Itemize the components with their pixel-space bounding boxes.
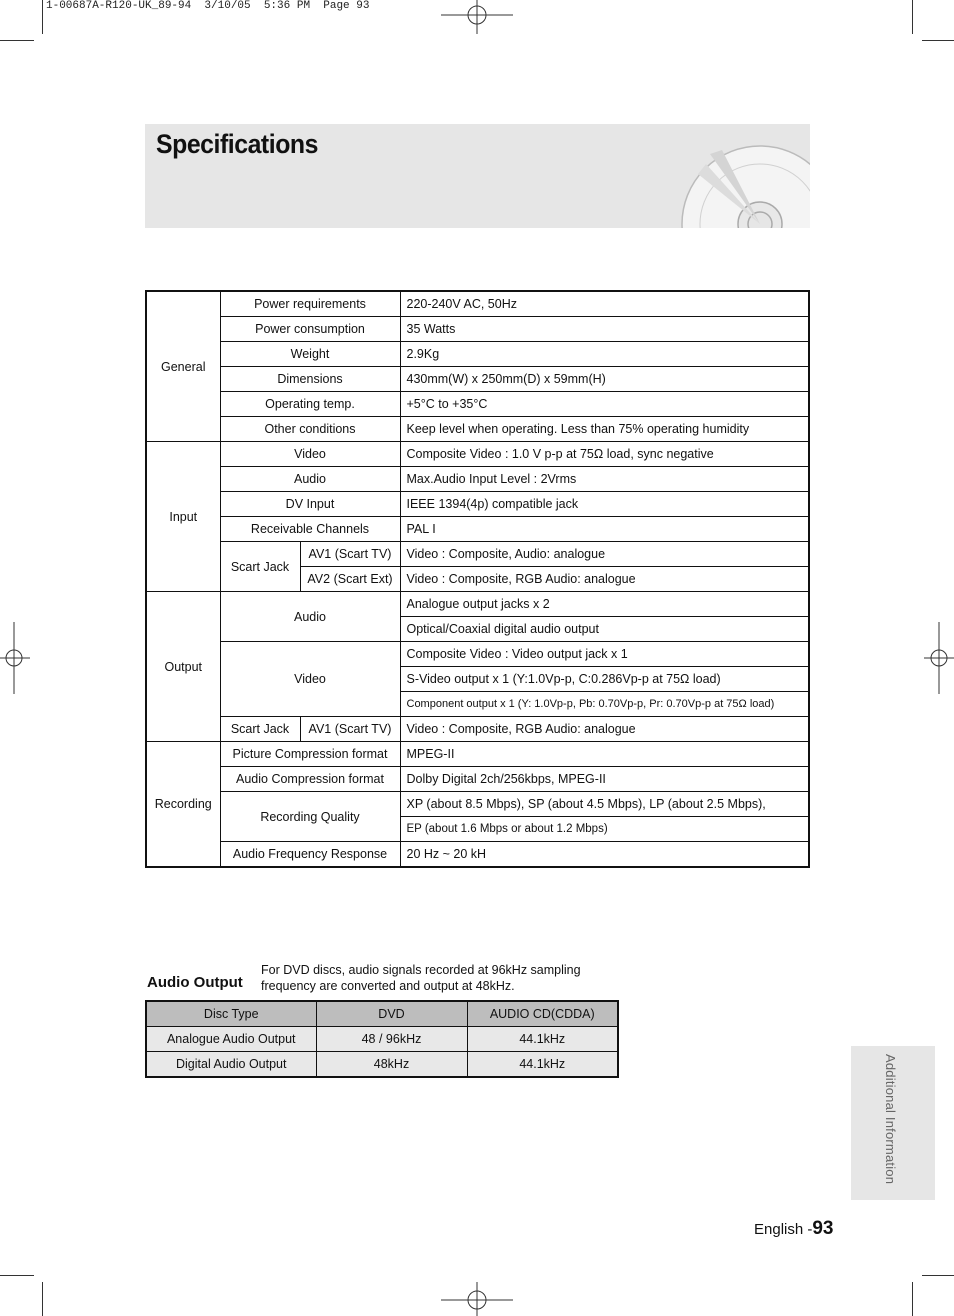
spec-label: Scart Jack (220, 717, 300, 742)
group-recording: Recording (146, 742, 220, 868)
spec-label: DV Input (220, 492, 400, 517)
table-row (146, 291, 809, 317)
group-input: Input (146, 442, 220, 592)
table-cell: 44.1kHz (467, 1052, 618, 1078)
page-footer (754, 1218, 834, 1240)
audio-output-title: Audio Output (147, 974, 243, 991)
table-row (146, 592, 809, 617)
print-header: 1-00687A-R120-UK_89-94 3/10/05 5:36 PM Page 93 (46, 0, 370, 12)
table-cell: Analogue Audio Output (146, 1027, 316, 1052)
footer-language: English - (754, 1221, 813, 1238)
table-row (146, 1027, 618, 1052)
table-header-row (146, 1001, 618, 1027)
spec-sublabel: AV1 (Scart TV) (300, 717, 400, 742)
spec-label: Operating temp. (220, 392, 400, 417)
spec-value: Video : Composite, Audio: analogue (400, 542, 809, 567)
side-tab-label: Additional Information (883, 1054, 898, 1185)
table-row (146, 317, 809, 342)
page-title: Specifications (156, 129, 318, 159)
spec-value: Video : Composite, RGB Audio: analogue (400, 717, 809, 742)
spec-value: IEEE 1394(4p) compatible jack (400, 492, 809, 517)
spec-value: EP (about 1.6 Mbps or about 1.2 Mbps) (400, 817, 809, 842)
table-row (146, 342, 809, 367)
table-row (146, 792, 809, 817)
spec-value: MPEG-II (400, 742, 809, 767)
table-row (146, 442, 809, 467)
spec-value: 20 Hz ~ 20 kH (400, 842, 809, 868)
table-row (146, 1052, 618, 1078)
page-number: 93 (812, 1218, 834, 1239)
table-row (146, 717, 809, 742)
spec-value: Keep level when operating. Less than 75% operating humidity (400, 417, 809, 442)
registration-mark-bottom (441, 1282, 513, 1316)
specifications-table (145, 290, 810, 868)
spec-label: Audio (220, 467, 400, 492)
section-side-tab (851, 1046, 935, 1200)
table-row (146, 842, 809, 868)
spec-label: Recording Quality (220, 792, 400, 842)
spec-value: S-Video output x 1 (Y:1.0Vp-p, C:0.286Vp-p at 75Ω load) (400, 667, 809, 692)
table-row (146, 642, 809, 667)
table-cell: 48kHz (316, 1052, 467, 1078)
spec-label: Picture Compression format (220, 742, 400, 767)
spec-sublabel: AV2 (Scart Ext) (300, 567, 400, 592)
spec-value: +5°C to +35°C (400, 392, 809, 417)
spec-value: Max.Audio Input Level : 2Vrms (400, 467, 809, 492)
spec-value: XP (about 8.5 Mbps), SP (about 4.5 Mbps), LP (about 2.5 Mbps), (400, 792, 809, 817)
spec-label: Video (220, 642, 400, 717)
table-row (146, 392, 809, 417)
table-row (146, 492, 809, 517)
spec-value: 220-240V AC, 50Hz (400, 291, 809, 317)
table-row (146, 767, 809, 792)
table-row (146, 517, 809, 542)
column-header: DVD (316, 1001, 467, 1027)
table-row (146, 417, 809, 442)
spec-value: 35 Watts (400, 317, 809, 342)
spec-value: Composite Video : Video output jack x 1 (400, 642, 809, 667)
registration-mark-top (441, 0, 513, 34)
table-cell: 44.1kHz (467, 1027, 618, 1052)
spec-label: Audio Frequency Response (220, 842, 400, 868)
spec-value: PAL I (400, 517, 809, 542)
spec-label: Power consumption (220, 317, 400, 342)
disc-icon (680, 144, 810, 228)
title-band (145, 124, 810, 228)
spec-value: Optical/Coaxial digital audio output (400, 617, 809, 642)
registration-mark-right (924, 622, 954, 694)
spec-value: Dolby Digital 2ch/256kbps, MPEG-II (400, 767, 809, 792)
spec-label: Scart Jack (220, 542, 300, 592)
spec-label: Dimensions (220, 367, 400, 392)
spec-label: Video (220, 442, 400, 467)
spec-label: Other conditions (220, 417, 400, 442)
group-general: General (146, 291, 220, 442)
table-row (146, 467, 809, 492)
spec-label: Power requirements (220, 291, 400, 317)
audio-output-table (145, 1000, 619, 1078)
group-output: Output (146, 592, 220, 742)
spec-value: Video : Composite, RGB Audio: analogue (400, 567, 809, 592)
table-row (146, 367, 809, 392)
spec-value: 2.9Kg (400, 342, 809, 367)
spec-value: Composite Video : 1.0 V p-p at 75Ω load, sync negative (400, 442, 809, 467)
spec-value: Analogue output jacks x 2 (400, 592, 809, 617)
table-cell: 48 / 96kHz (316, 1027, 467, 1052)
spec-label: Audio Compression format (220, 767, 400, 792)
spec-value: 430mm(W) x 250mm(D) x 59mm(H) (400, 367, 809, 392)
table-cell: Digital Audio Output (146, 1052, 316, 1078)
audio-output-note: For DVD discs, audio signals recorded at 96kHz sampling frequency are converted and output at 48kHz. (261, 963, 581, 993)
column-header: AUDIO CD(CDDA) (467, 1001, 618, 1027)
table-row (146, 542, 809, 567)
table-row (146, 742, 809, 767)
column-header: Disc Type (146, 1001, 316, 1027)
spec-label: Audio (220, 592, 400, 642)
registration-mark-left (0, 622, 30, 694)
spec-sublabel: AV1 (Scart TV) (300, 542, 400, 567)
spec-value: Component output x 1 (Y: 1.0Vp-p, Pb: 0.70Vp-p, Pr: 0.70Vp-p at 75Ω load) (400, 692, 809, 717)
spec-label: Weight (220, 342, 400, 367)
spec-label: Receivable Channels (220, 517, 400, 542)
